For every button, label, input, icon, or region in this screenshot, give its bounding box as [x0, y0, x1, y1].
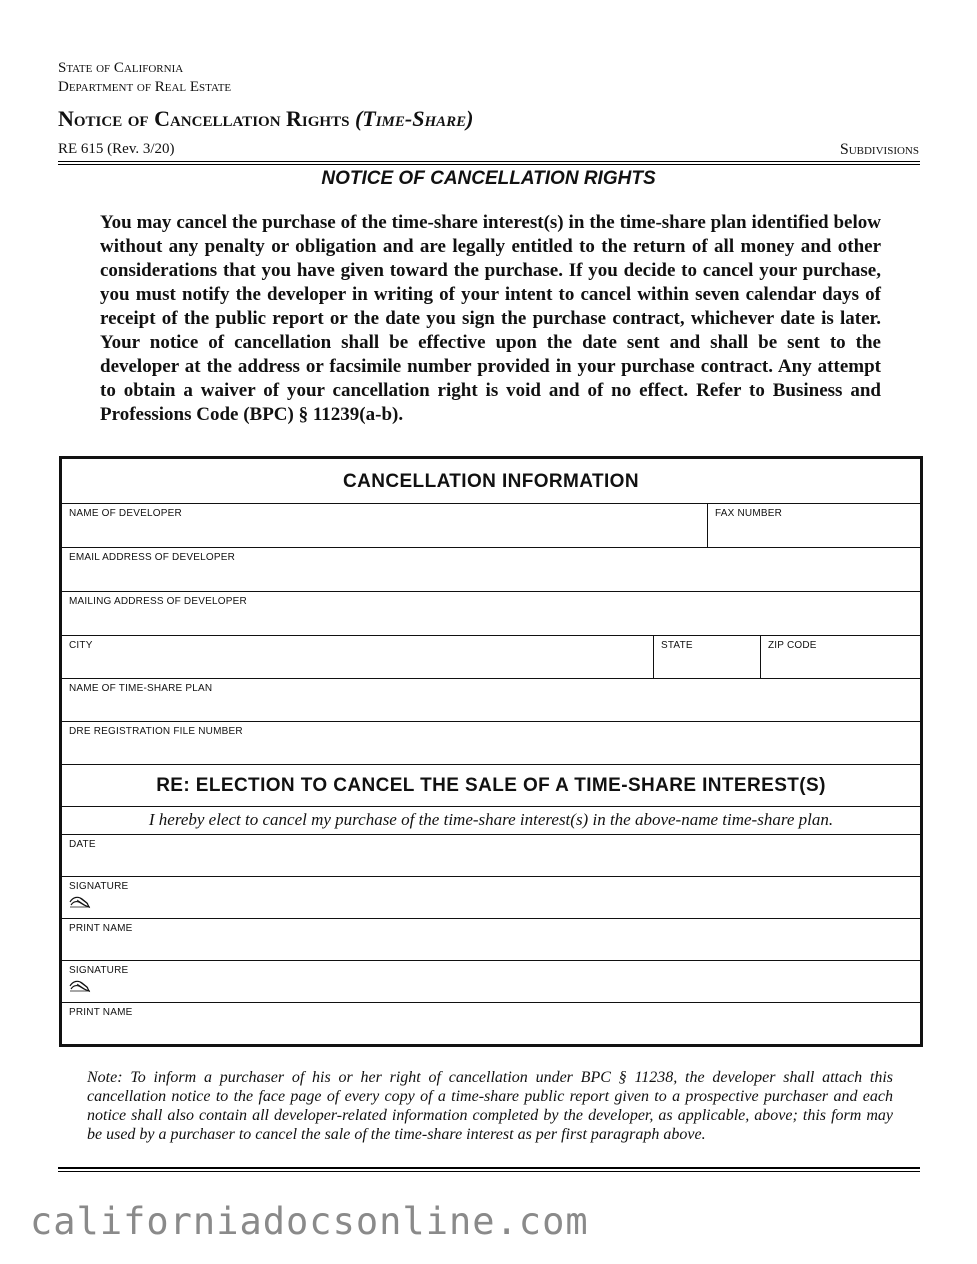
email-field[interactable] — [62, 548, 920, 592]
row-plan — [62, 678, 920, 722]
print-name-field-1[interactable] — [62, 919, 920, 961]
row-email — [62, 547, 920, 592]
city-field[interactable] — [62, 636, 653, 679]
signature-field-1[interactable] — [62, 877, 920, 919]
developer-name-field[interactable] — [62, 504, 707, 548]
pen-icon — [69, 977, 91, 993]
notice-heading: NOTICE OF CANCELLATION RIGHTS — [321, 168, 656, 189]
election-statement: I hereby elect to cancel my purchase of the time-share interest(s) in the above-name time-share plan. — [148, 810, 834, 829]
notice-body: You may cancel the purchase of the time-share interest(s) in the time-share plan identified below without any penalty or obligation and are legally entitled to the return of all money and other considerations that you have given toward the purchase. If you decide to cancel your purchase, you must notify the developer in writing of your intent to cancel within seven calendar days of receipt of the public report or the date you sign the purchase contract, whichever date is later. Your notice of cancellation shall be effective upon the date sent and shall be sent to the developer at the address or facsimile number provided in your purchase contract. Any attempt to obtain a waiver of your cancellation right is void and of no effect. Refer to Business and Professions Code (BPC) § 11239(a-b). — [100, 212, 881, 425]
state-label: STATE — [661, 640, 693, 651]
plan-name-label: NAME OF TIME-SHARE PLAN — [69, 683, 213, 694]
pen-icon — [69, 893, 91, 909]
dre-file-number-label: DRE REGISTRATION FILE NUMBER — [69, 726, 243, 737]
email-label: EMAIL ADDRESS OF DEVELOPER — [69, 552, 235, 563]
row-city — [62, 635, 920, 679]
zip-code-field[interactable] — [760, 636, 920, 679]
mailing-address-label: MAILING ADDRESS OF DEVELOPER — [69, 596, 247, 607]
footer-rule — [58, 1167, 920, 1172]
dre-file-number-field[interactable] — [62, 722, 920, 765]
date-field[interactable] — [62, 835, 920, 877]
form-number: RE 615 (Rev. 3/20) — [58, 141, 175, 157]
print-name-label-2: PRINT NAME — [69, 1007, 133, 1018]
form-title — [58, 106, 473, 132]
section-name: Subdivisions — [839, 141, 919, 158]
form-title-main: Notice of Cancellation Rights — [58, 106, 350, 131]
cancellation-form — [59, 456, 923, 1047]
watermark: californiadocsonline.com — [30, 1200, 589, 1243]
state-field[interactable] — [653, 636, 760, 679]
election-title: RE: ELECTION TO CANCEL THE SALE OF A TIME-SHARE INTEREST(S) — [156, 775, 826, 796]
state-name: State of California — [58, 60, 184, 76]
header-rule — [58, 161, 920, 165]
signature-label-2: SIGNATURE — [69, 965, 129, 976]
signature-label-1: SIGNATURE — [69, 881, 129, 892]
zip-code-label: ZIP CODE — [768, 640, 817, 651]
row-signature-1 — [62, 876, 920, 919]
row-print-name-1 — [62, 918, 920, 961]
fax-number-field[interactable] — [707, 504, 920, 548]
row-signature-2 — [62, 960, 920, 1003]
row-mailing — [62, 591, 920, 636]
fax-number-label: FAX NUMBER — [715, 508, 783, 519]
form-title-sub: (Time-Share) — [354, 106, 474, 131]
row-developer — [62, 503, 920, 548]
plan-name-field[interactable] — [62, 679, 920, 722]
row-date — [62, 834, 920, 877]
row-dre — [62, 721, 920, 765]
signature-field-2[interactable] — [62, 961, 920, 1003]
cancellation-info-title: CANCELLATION INFORMATION — [343, 471, 639, 492]
date-label: DATE — [69, 839, 96, 850]
row-print-name-2 — [62, 1002, 920, 1045]
city-label: CITY — [69, 640, 93, 651]
row-election-title — [62, 764, 920, 807]
row-election-statement — [62, 806, 920, 835]
print-name-field-2[interactable] — [62, 1003, 920, 1045]
footer-note: Note: To inform a purchaser of his or her right of cancellation under BPC § 11238, the developer shall attach this cancellation notice to the face page of every copy of a time-share public report given to a prospective purchaser and each notice shall also contain all developer-related information completed by the developer, as applicable, above; this form may be used by a purchaser to cancel the sale of the time-share interest as per first paragraph above. — [87, 1069, 893, 1143]
print-name-label-1: PRINT NAME — [69, 923, 133, 934]
department-name: Department of Real Estate — [58, 79, 232, 95]
mailing-address-field[interactable] — [62, 592, 920, 636]
developer-name-label: NAME OF DEVELOPER — [69, 508, 182, 519]
